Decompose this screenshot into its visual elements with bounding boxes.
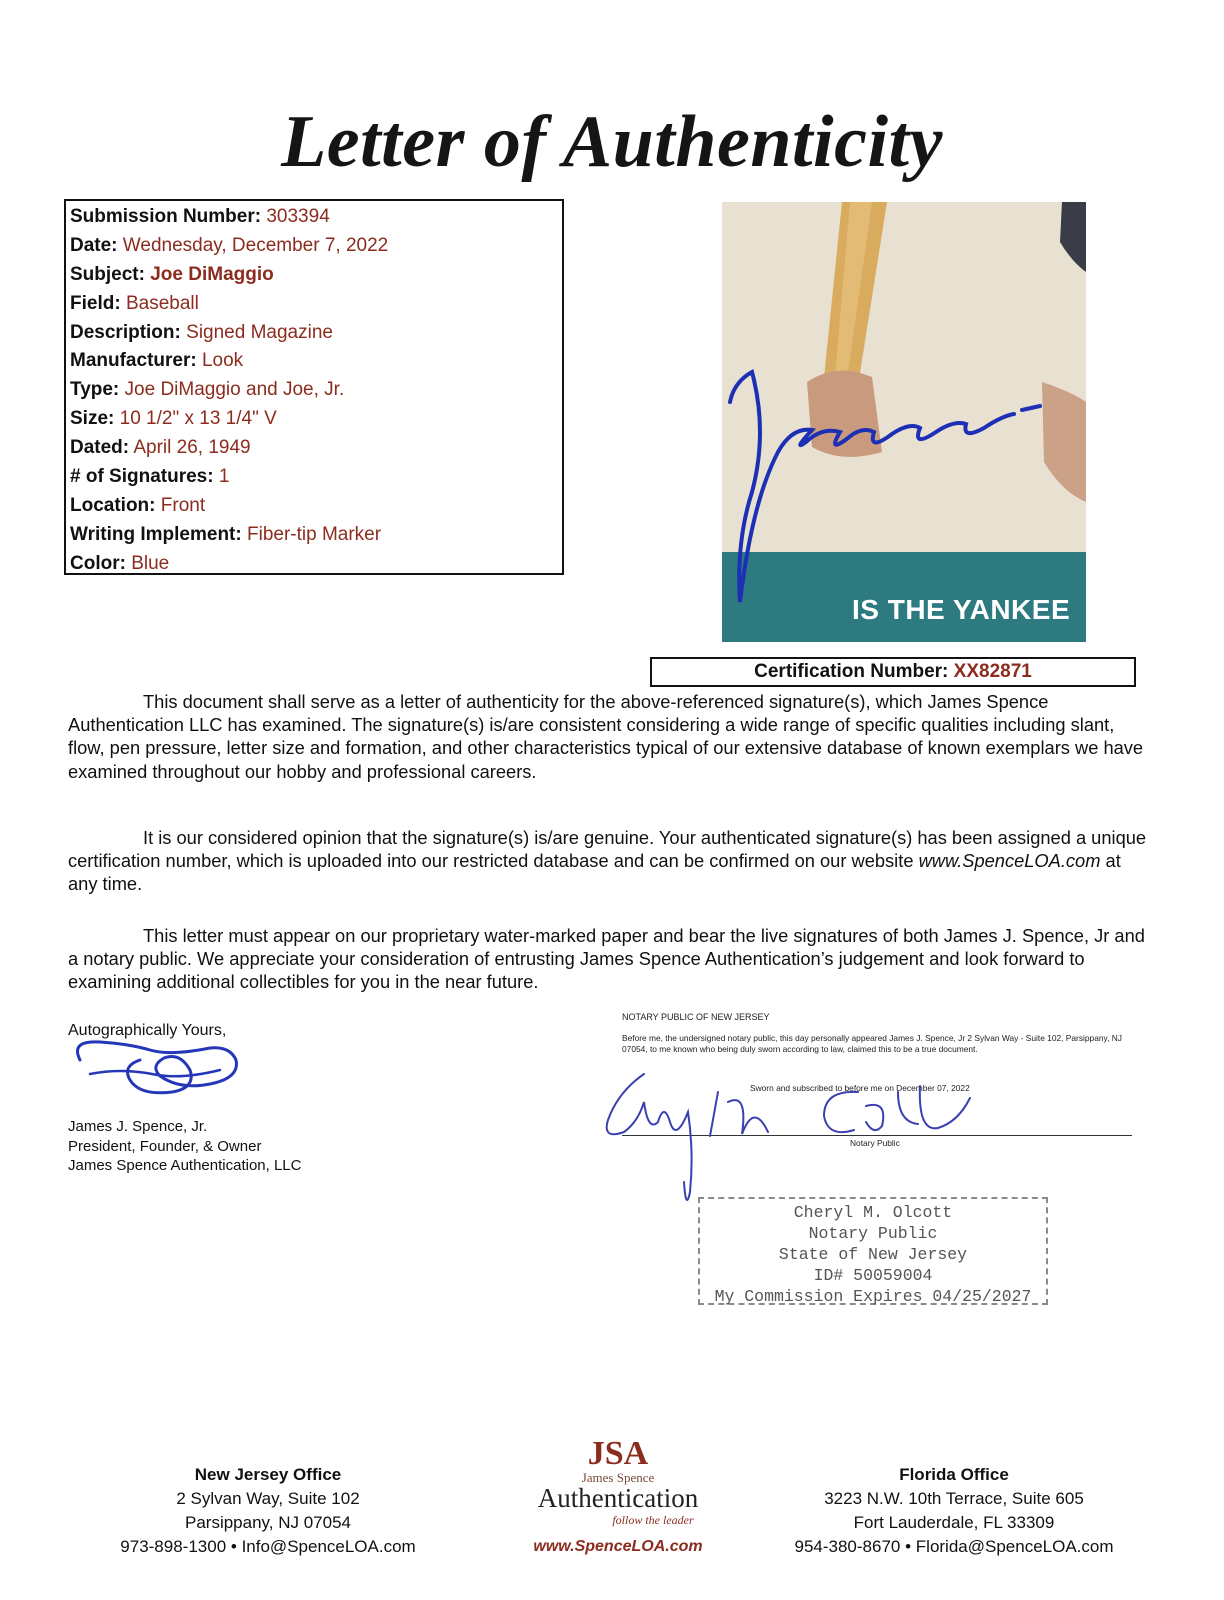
office-email[interactable]: Info@SpenceLOA.com — [241, 1537, 416, 1556]
paragraph-text: This letter must appear on our proprietary water-marked paper and bear the live signatures of both James J. Spence, Jr and a notary public. We appreciate your consideration of entrusting James Spence Authentication’s judgement and look forward to examining additional collectibles for you in the near future. — [68, 925, 1145, 993]
signature-stroke — [78, 1042, 237, 1093]
detail-row-manufacturer — [70, 347, 562, 376]
paragraph-opinion — [68, 826, 1148, 896]
batter-hands — [807, 371, 882, 457]
paragraph-text-part: at any time. — [68, 850, 1121, 895]
detail-label: Writing Implement: — [70, 523, 242, 545]
certification-label: Certification Number: — [754, 661, 949, 682]
office-address-line: Parsippany, NJ 07054 — [184, 1513, 351, 1532]
certification-number: XX82871 — [953, 661, 1032, 682]
bullet-separator: • — [905, 1537, 912, 1556]
detail-row-signature-count — [70, 463, 562, 492]
magazine-photo-illustration — [722, 202, 1086, 642]
detail-label: Manufacturer: — [70, 350, 197, 372]
notary-signature-stroke — [824, 1086, 970, 1132]
detail-value: Wednesday, December 7, 2022 — [122, 234, 389, 256]
detail-row-submission-number — [70, 203, 562, 232]
logo-tagline: follow the leader — [612, 1513, 694, 1527]
detail-value: 1 — [218, 466, 230, 488]
detail-label: Color: — [70, 552, 126, 574]
new-jersey-office — [88, 1463, 448, 1559]
logo-sub: James Spence — [581, 1470, 655, 1485]
detail-row-color — [70, 550, 562, 579]
detail-value: Look — [201, 350, 244, 372]
detail-label: Date: — [70, 234, 118, 256]
website-link[interactable]: www.SpenceLOA.com — [918, 850, 1101, 872]
detail-label: Location: — [70, 494, 156, 516]
certification-box — [650, 657, 1136, 687]
magazine-caption: IS THE YANKEE — [852, 594, 1071, 625]
detail-value: 303394 — [266, 206, 330, 227]
detail-label: Submission Number: — [70, 206, 262, 227]
signed-item-photo — [722, 202, 1086, 642]
detail-row-type — [70, 376, 562, 405]
stamp-line: ID# 50059004 — [813, 1266, 933, 1285]
office-email[interactable]: Florida@SpenceLOA.com — [915, 1537, 1114, 1556]
detail-value: Signed Magazine — [186, 321, 333, 343]
office-phone[interactable]: 973-898-1300 — [120, 1537, 227, 1556]
logo-word: Authentication — [537, 1483, 699, 1513]
office-heading: New Jersey Office — [194, 1465, 342, 1484]
detail-value: Front — [160, 494, 206, 516]
office-address-line: 3223 N.W. 10th Terrace, Suite 605 — [824, 1489, 1084, 1508]
office-contact — [774, 1535, 1134, 1559]
detail-row-location — [70, 492, 562, 521]
bullet-separator: • — [230, 1537, 237, 1556]
florida-office — [774, 1463, 1134, 1559]
paragraph-text: This document shall serve as a letter of authenticity for the above-referenced signature(s), which James Spence Authentication LLC has examined. The signature(s) is/are consistent considering a wide range of specific qualities including slant, flow, pen pressure, letter size and formation, and other characteristics typical of our extensive database of known exemplars we have examined throughout our hobby and professional careers. — [68, 691, 1144, 782]
detail-label: Subject: — [70, 263, 145, 285]
signer-block — [68, 1117, 301, 1176]
detail-label: Size: — [70, 408, 115, 430]
paragraph-watermark-notice — [68, 924, 1148, 994]
stamp-line: Notary Public — [808, 1224, 938, 1243]
office-address-line: 2 Sylvan Way, Suite 102 — [176, 1489, 360, 1508]
detail-label: # of Signatures: — [70, 466, 214, 488]
paragraph-text — [68, 826, 1148, 896]
detail-value: Joe DiMaggio — [150, 263, 274, 285]
detail-row-dated — [70, 434, 562, 463]
detail-row-writing-implement — [70, 521, 562, 550]
office-phone[interactable]: 954-380-8670 — [794, 1537, 901, 1556]
logo-mark: JSA — [587, 1435, 649, 1472]
detail-label: Field: — [70, 292, 121, 314]
notary-signature — [598, 1062, 998, 1212]
detail-value: Blue — [131, 552, 170, 574]
stamp-line: Cheryl M. Olcott — [793, 1203, 953, 1222]
notary-signature-stroke — [710, 1092, 768, 1136]
detail-row-date — [70, 232, 562, 261]
detail-value: April 26, 1949 — [133, 437, 251, 459]
paragraph-authenticity-statement — [68, 690, 1148, 783]
detail-row-description — [70, 319, 562, 348]
signer-title: President, Founder, & Owner — [68, 1137, 262, 1155]
notary-statement: Before me, the undersigned notary public, this day personally appeared James J. Spence, Jr 2 Sylvan Way - Suite 102, Parsippany, NJ 07054, to me known who being duly sworn according to law, claimed this to be a true document. — [622, 1033, 1122, 1054]
stamp-line: My Commission Expires 04/25/2027 — [714, 1287, 1032, 1306]
jsa-logo — [498, 1437, 738, 1556]
detail-row-size — [70, 405, 562, 434]
letter-title: Letter of Authenticity — [281, 101, 943, 183]
office-contact — [88, 1535, 448, 1559]
detail-value: Joe DiMaggio and Joe, Jr. — [124, 379, 345, 401]
paragraph-text-part: It is our considered opinion that the signature(s) is/are genuine. Your authenticated signature(s) has been assigned a unique certification number, which is uploaded into our restricted database and can be confirmed on our website — [68, 827, 1147, 872]
detail-value: Fiber-tip Marker — [247, 523, 382, 545]
detail-row-field — [70, 290, 562, 319]
office-heading: Florida Office — [899, 1465, 1009, 1484]
detail-label: Dated: — [70, 437, 130, 459]
office-address-line: Fort Lauderdale, FL 33309 — [853, 1513, 1055, 1532]
detail-label: Type: — [70, 379, 120, 401]
james-spence-signature — [60, 1030, 250, 1100]
details-box — [64, 199, 564, 575]
detail-value: Baseball — [125, 292, 199, 314]
notary-signature-stroke — [607, 1074, 692, 1200]
logo-website[interactable]: www.SpenceLOA.com — [533, 1538, 703, 1555]
signer-company: James Spence Authentication, LLC — [68, 1157, 302, 1174]
detail-row-subject — [70, 261, 562, 290]
notary-sworn-date: Sworn and subscribed to before me on December 07, 2022 — [750, 1083, 970, 1093]
notary-line-label: Notary Public — [850, 1138, 900, 1148]
signer-name: James J. Spence, Jr. — [68, 1118, 208, 1135]
detail-label: Description: — [70, 321, 181, 343]
notary-stamp — [698, 1197, 1048, 1305]
closing-salutation: Autographically Yours, — [68, 1022, 227, 1039]
notary-heading: NOTARY PUBLIC OF NEW JERSEY — [622, 1012, 770, 1022]
stamp-line: State of New Jersey — [778, 1245, 968, 1264]
detail-value: 10 1/2" x 13 1/4" V — [119, 408, 277, 430]
